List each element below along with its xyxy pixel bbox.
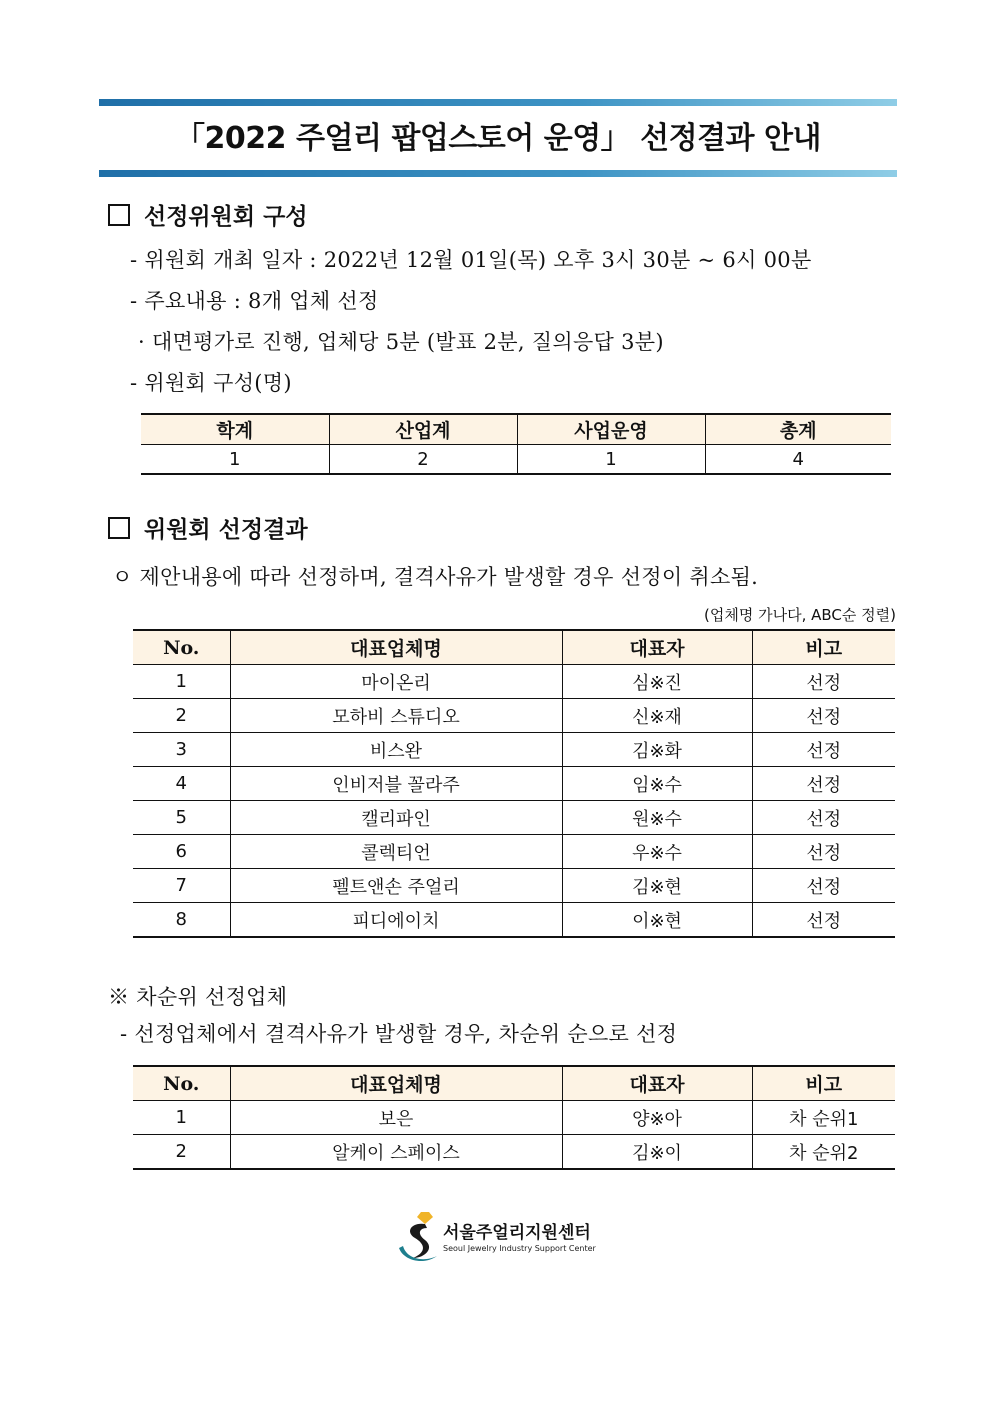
- row-representative: 김※현: [562, 869, 752, 903]
- value-industry: 2: [329, 445, 517, 475]
- header-total: 총계: [705, 414, 891, 445]
- row-remarks: 선정: [752, 767, 895, 801]
- runner-up-table-header: [133, 1066, 895, 1101]
- header-no: No.: [133, 1066, 230, 1101]
- selection-description: ㅇ 제안내용에 따라 선정하며, 결격사유가 발생할 경우 선정이 취소됨.: [112, 565, 759, 589]
- page-title: 「2022 주얼리 팝업스토어 운영」 선정결과 안내: [175, 121, 821, 156]
- row-remarks: 선정: [752, 699, 895, 733]
- committee-table-header: [141, 414, 891, 445]
- table-row: [133, 665, 895, 699]
- value-academia: 1: [229, 448, 241, 470]
- logo-name: 서울주얼리지원센터: [443, 1223, 591, 1243]
- row-company: 보은: [230, 1101, 562, 1135]
- title-top-bar: [99, 99, 897, 106]
- table-row: [133, 869, 895, 903]
- runner-up-description: - 선정업체에서 결격사유가 발생할 경우, 차순위 순으로 선정: [120, 1022, 678, 1046]
- runner-up-table: [133, 1065, 895, 1170]
- row-remarks: 차 순위2: [752, 1135, 895, 1170]
- table-row: [133, 767, 895, 801]
- row-company: 비스완: [230, 733, 562, 767]
- title-bottom-bar: [99, 170, 897, 177]
- results-table-header: [133, 630, 895, 665]
- checkbox-square-icon: [108, 204, 130, 226]
- row-representative: 심※진: [562, 665, 752, 699]
- header-company: 대표업체명: [230, 1066, 562, 1101]
- section2-heading-text: 위원회 선정결과: [144, 516, 308, 543]
- logo-emblem-icon: [397, 1208, 443, 1264]
- row-representative: 신※재: [562, 699, 752, 733]
- sort-note: (업체명 가나다, ABC순 정렬): [704, 606, 896, 624]
- row-company: 캘리파인: [230, 801, 562, 835]
- row-representative: 양※아: [562, 1101, 752, 1135]
- header-no: No.: [133, 630, 230, 665]
- table-row: [133, 699, 895, 733]
- section2-heading: [108, 511, 308, 544]
- selection-results-table: [133, 629, 895, 938]
- row-remarks: 선정: [752, 835, 895, 869]
- row-remarks: 선정: [752, 869, 895, 903]
- table-row: [133, 835, 895, 869]
- row-no: 4: [133, 767, 230, 801]
- organization-logo: [397, 1208, 597, 1268]
- row-remarks: 선정: [752, 903, 895, 938]
- row-representative: 원※수: [562, 801, 752, 835]
- table-row: [133, 1101, 895, 1135]
- row-company: 피디에이치: [230, 903, 562, 938]
- row-no: 5: [133, 801, 230, 835]
- row-company: 알케이 스페이스: [230, 1135, 562, 1170]
- row-representative: 김※이: [562, 1135, 752, 1170]
- row-company: 마이온리: [230, 665, 562, 699]
- value-total: 4: [705, 445, 891, 475]
- row-representative: 우※수: [562, 835, 752, 869]
- row-no: 7: [133, 869, 230, 903]
- row-company: 모하비 스튜디오: [230, 699, 562, 733]
- header-representative: 대표자: [562, 630, 752, 665]
- header-remarks: 비고: [752, 630, 895, 665]
- header-company: 대표업체명: [230, 630, 562, 665]
- row-company: 콜렉티언: [230, 835, 562, 869]
- evaluation-method-line: · 대면평가로 진행, 업체당 5분 (발표 2분, 질의응답 3분): [138, 330, 664, 354]
- meeting-date-line: - 위원회 개최 일자 : 2022년 12월 01일(목) 오후 3시 30분 ~ 6시 00분: [130, 248, 812, 272]
- row-no: 6: [133, 835, 230, 869]
- row-no: 2: [133, 699, 230, 733]
- row-no: 1: [133, 665, 230, 699]
- committee-composition-line: - 위원회 구성(명): [130, 371, 292, 395]
- table-row: [133, 733, 895, 767]
- table-row: [133, 801, 895, 835]
- row-remarks: 차 순위1: [752, 1101, 895, 1135]
- section1-heading-text: 선정위원회 구성: [144, 203, 308, 230]
- row-remarks: 선정: [752, 665, 895, 699]
- row-representative: 임※수: [562, 767, 752, 801]
- runner-up-heading: ※ 차순위 선정업체: [108, 985, 288, 1009]
- header-academia: 학계: [141, 414, 329, 445]
- row-no: 1: [133, 1101, 230, 1135]
- row-no: 2: [133, 1135, 230, 1170]
- logo-subtitle: Seoul Jewelry Industry Support Center: [443, 1244, 596, 1253]
- table-row: [133, 1135, 895, 1170]
- header-remarks: 비고: [752, 1066, 895, 1101]
- header-industry: 산업계: [329, 414, 517, 445]
- table-row: [133, 903, 895, 938]
- value-operations: 1: [517, 445, 705, 475]
- header-representative: 대표자: [562, 1066, 752, 1101]
- checkbox-square-icon: [108, 517, 130, 539]
- main-content-line: - 주요내용 : 8개 업체 선정: [130, 289, 379, 313]
- row-company: 펠트앤손 주얼리: [230, 869, 562, 903]
- committee-table: [141, 413, 891, 475]
- section1-heading: [108, 198, 308, 231]
- row-no: 8: [133, 903, 230, 938]
- row-company: 인비저블 꼴라주: [230, 767, 562, 801]
- row-no: 3: [133, 733, 230, 767]
- row-representative: 이※현: [562, 903, 752, 938]
- committee-table-row: [141, 445, 891, 475]
- row-remarks: 선정: [752, 801, 895, 835]
- header-operations: 사업운영: [517, 414, 705, 445]
- row-representative: 김※화: [562, 733, 752, 767]
- row-remarks: 선정: [752, 733, 895, 767]
